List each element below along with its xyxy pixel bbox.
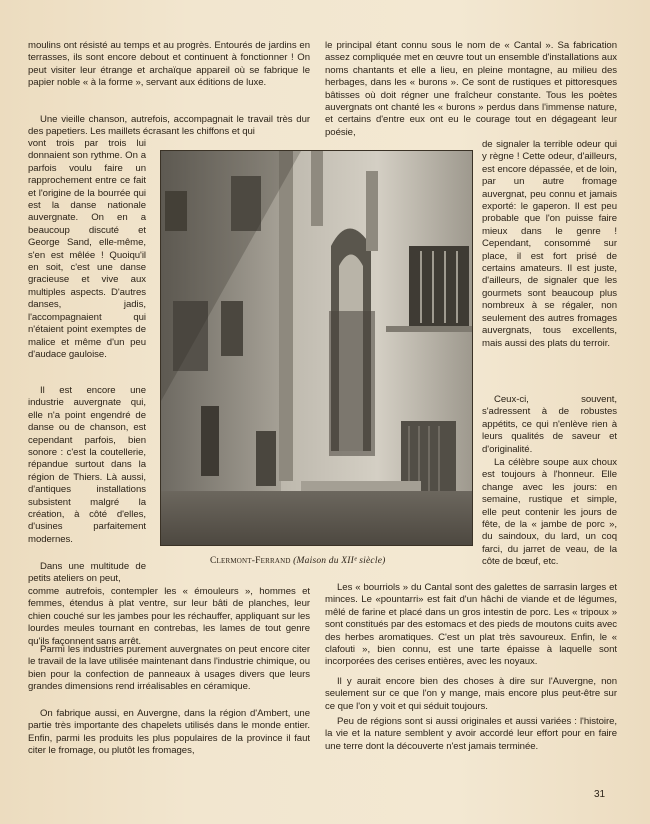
page-number: 31	[594, 789, 606, 800]
photograph-medieval-house	[160, 150, 473, 546]
paragraph: Parmi les industries purement auvergnates on peut encore citer le travail de la lave utilisée maintenant dans l'industrie chimique, ou bien pour la confection de panneaux à usages divers que leurs grandes dimensions rend irréalisables en céramique.	[28, 644, 310, 693]
photo-caption	[210, 556, 460, 566]
caption-subject: (Maison du XIIᵉ siècle)	[293, 556, 386, 566]
paragraph: Une vieille chanson, autrefois, accompagnait le travail très dur des papetiers. Les maillets écrasant les chiffons et qui	[28, 114, 310, 138]
paragraph: comme autrefois, contempler les « émouleurs », hommes et femmes, étendus à plat ventre, sur leur bâti de planches, leur chien couché sur les jambes pour les réchauffer, appliquant sur les lourdes meules tournant en contrebas, les lames de tout genre qu'ils façonnent sans arrêt.	[28, 586, 310, 647]
paragraph: La célèbre soupe aux choux est toujours à l'honneur. Elle change avec les jours: en semaine, rustique et simple, elle peut contenir les jours de fête, de la « jambe de porc », du saindoux, du lard, un coq farci, du jarret de veau, de la côte de bœuf, etc.	[482, 457, 617, 568]
paragraph: On fabrique aussi, en Auvergne, dans la région d'Ambert, une partie très importante des chapelets utilisés dans le monde entier. Enfin, parmi les produits les plus populaires de la province il faut citer le fromage, ou plutôt les fromages,	[28, 708, 310, 757]
paragraph: Les « bourriols » du Cantal sont des galettes de sarrasin larges et minces. Le «pountarri» est fait d'un hâchi de viande et de légumes, mêlé de farine et placé dans un gros intestin de porc. Les « tripoux » sont constitués par des estomacs et des pieds de moutons cuits avec des herbes aromatiques. C'est un plat très savoureux. Enfin, le « clafouti », bien connu, est une tarte épaisse à laquelle sont incorporées des cerises entières, avec les noyaux.	[325, 582, 617, 668]
paragraph: Il y aurait encore bien des choses à dire sur l'Auvergne, non seulement sur ce que l'on y mange, mais encore plus peut-être sur ce que l'on y voit et qui séduit toujours.	[325, 676, 617, 712]
paragraph: le principal étant connu sous le nom de « Cantal ». Sa fabrication assez compliquée met en œuvre tout un ensemble d'installations aux noms chantants et elle a lieu, en pleine montagne, au milieu des herbages, dans les « burons ». Ce sont de rustiques et pittoresques bâtisses où doit régner une fraîcheur constante. Tous les poètes auvergnats ont chanté les « burons » perdus dans l'immense nature, et certains d'entre eux ont eu le courage tout en dégageant leur poésie,	[325, 40, 617, 138]
caption-place: Clermont-Ferrand	[210, 556, 291, 566]
house-facade-illustration	[161, 151, 473, 546]
paragraph: Peu de régions sont si aussi originales et aussi variées : l'histoire, la vie et la nature semblent y avoir accordé leur effort pour en faire une terre dont la découverte n'est jamais terminée.	[325, 716, 617, 752]
paragraph: moulins ont résisté au temps et au progrès. Entourés de jardins en terrasses, ils sont encore debout et continuent à fonctionner ! On peut visiter leur étrange et archaïque appareil où se fabrique le papier noble « à la forme », servant aux éditions de luxe.	[28, 40, 310, 89]
paragraph: de signaler la terrible odeur qui y règne ! Cette odeur, d'ailleurs, est encore dépassée, et de loin, par un autre fromage auvergnat, peu connu et jamais exporté: le gaperon. Il est peu probable que l'on puisse faire mieux dans le genre ! Cependant, consommé sur place, il est fort prisé de certains amateurs. Il est juste, d'ailleurs, de signaler que les gourmets sont beaucoup plus nombreux à se régaler, non seulement des autres fromages auvergnats, tous excellents, mais aussi des plats du terroir.	[482, 139, 617, 349]
paragraph: vont trois par trois lui donnaient son rythme. On a parfois voulu faire un rapprochement entre ce fait et l'origine de la bourrée qui est la danse nationale auvergnate. On en a beaucoup discuté et George Sand, elle-même, s'en est mêlée ! Quoiqu'il en soit, c'est une danse gracieuse et vive aux multiples aspects. D'autres danses, jadis, l'accompagnaient qui n'étaient point exemptes de malice et même d'un peu d'audace gauloise.	[28, 138, 146, 360]
paragraph: Il est encore une industrie auvergnate qui, elle n'a point engendré de danse ou de chanson, est cependant parfois, bien sonore : c'est la coutellerie, répandue surtout dans la région de Thiers. Là aussi, d'antiques installations subsistent malgré la création, à côté d'elles, d'usines parfaitement modernes.	[28, 385, 146, 545]
paragraph: Ceux-ci, souvent, s'adressent à de robustes appétits, ce qui n'enlève rien à leurs qualités de saveur et d'originalité.	[482, 394, 617, 455]
paragraph: Dans une multitude de petits ateliers on peut,	[28, 561, 146, 585]
